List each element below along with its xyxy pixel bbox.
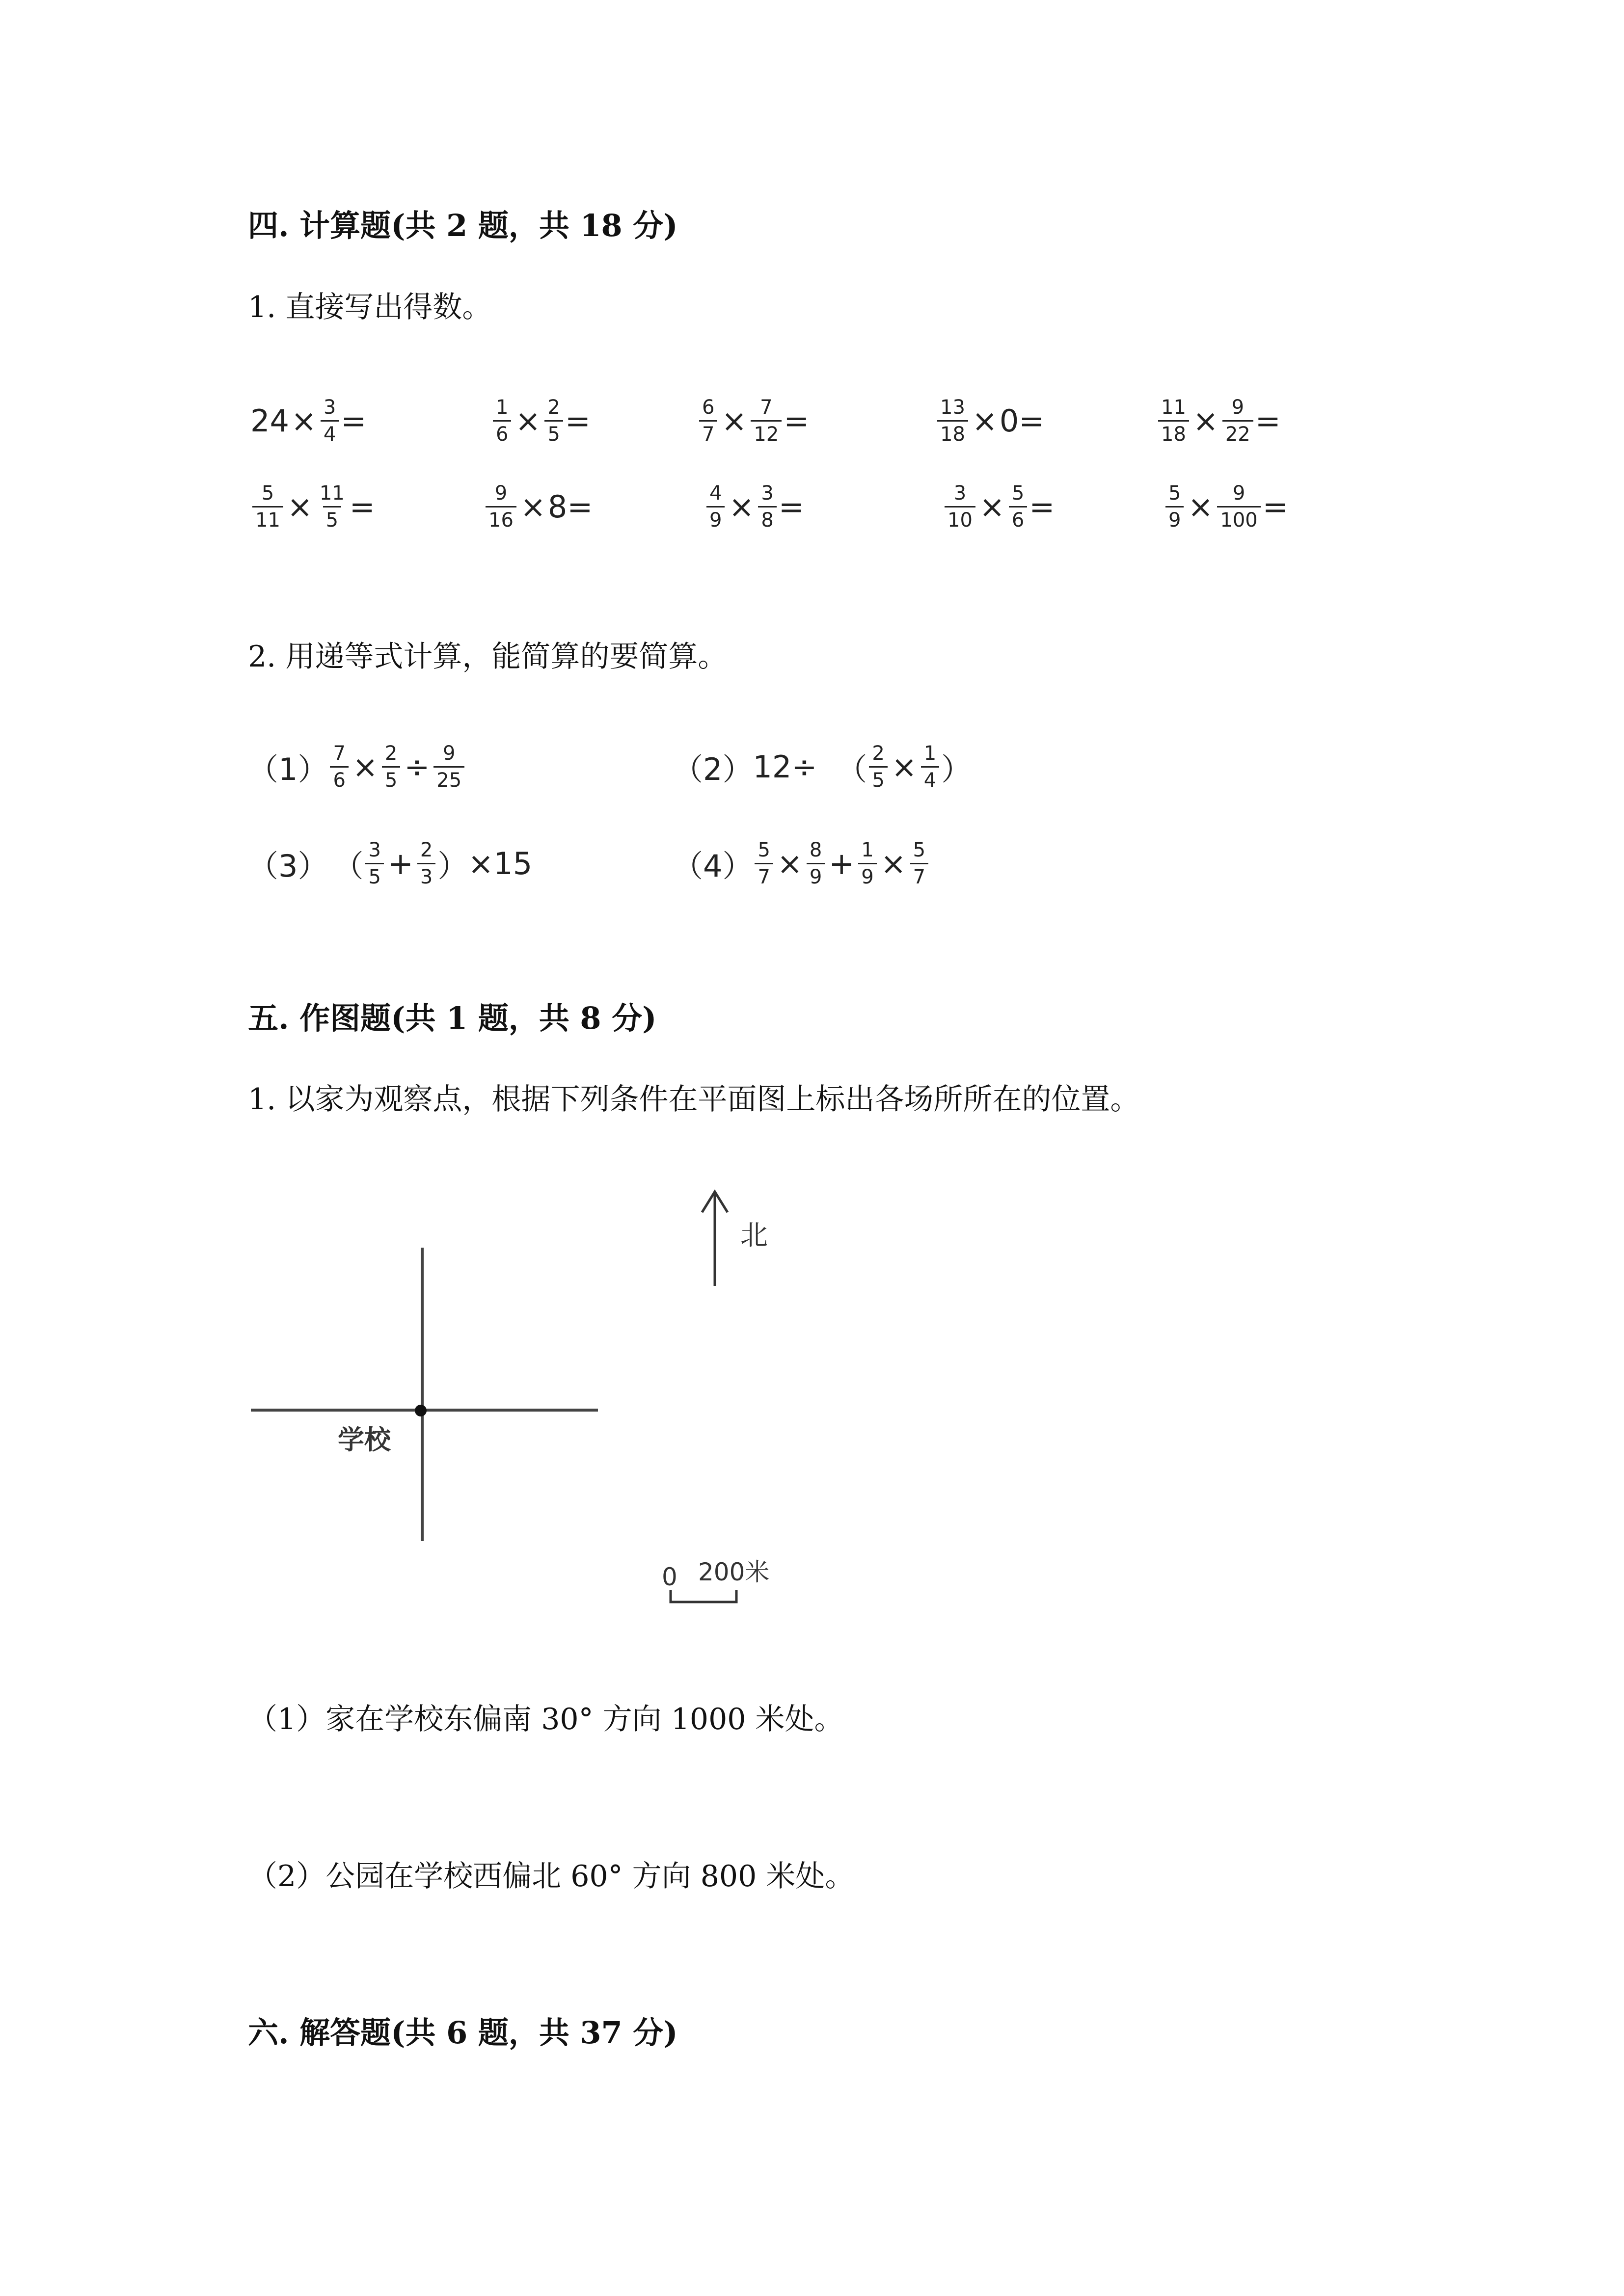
- operand: 12÷: [753, 749, 817, 785]
- denominator: 7: [699, 420, 717, 444]
- denominator: 9: [807, 863, 825, 887]
- denominator: 6: [330, 766, 348, 790]
- section-6-title: 六. 解答题(共 6 题，共 37 分): [248, 2015, 678, 2051]
- denominator: 9: [1165, 506, 1184, 530]
- operator: ×: [721, 403, 747, 439]
- operator: ×: [979, 489, 1005, 525]
- numerator: 6: [702, 396, 715, 419]
- item-label: （4）: [673, 848, 753, 884]
- numerator: 1: [496, 396, 509, 419]
- numerator: 3: [368, 839, 381, 861]
- operator: ×: [1192, 403, 1218, 439]
- denominator: 9: [858, 863, 876, 887]
- scale-label: 200米: [698, 1558, 770, 1586]
- s5-sub-1: （1）家在学校东偏南 30° 方向 1000 米处。: [248, 1702, 844, 1736]
- denominator: 3: [417, 863, 435, 887]
- denominator: 5: [382, 766, 400, 790]
- item-label: （1）: [248, 751, 328, 787]
- equals: =: [784, 403, 810, 439]
- numerator: 3: [761, 482, 774, 505]
- equals: =: [1029, 489, 1055, 525]
- numerator: 11: [319, 482, 345, 505]
- denominator: 8: [758, 506, 776, 530]
- numerator: 7: [760, 396, 773, 419]
- operator: ×: [1188, 489, 1214, 525]
- operator: ×: [891, 749, 917, 785]
- numerator: 11: [1161, 396, 1186, 419]
- operator: ×: [291, 403, 317, 439]
- numerator: 3: [953, 482, 967, 505]
- denominator: 18: [937, 420, 968, 444]
- numerator: 13: [940, 396, 965, 419]
- numerator: 9: [494, 482, 508, 505]
- operand: 0: [999, 403, 1019, 439]
- denominator: 9: [706, 506, 725, 530]
- numerator: 1: [923, 742, 937, 765]
- right-paren: ）: [941, 751, 972, 787]
- numerator: 1: [861, 839, 874, 861]
- s5-q1-prompt: 1. 以家为观察点，根据下列条件在平面图上标出各场所所在的位置。: [248, 1082, 1140, 1117]
- denominator: 4: [921, 766, 939, 790]
- scale-bar: [671, 1590, 736, 1602]
- item-label: （2）: [673, 751, 753, 787]
- scale-zero: 0: [662, 1563, 677, 1591]
- item-label: （3）: [248, 848, 328, 884]
- q1-prompt: 1. 直接写出得数。: [248, 290, 492, 324]
- q2-prompt: 2. 用递等式计算，能简算的要简算。: [248, 640, 728, 674]
- operator: ×: [777, 846, 803, 881]
- operand: ×15: [468, 846, 533, 881]
- operator: ×: [515, 403, 541, 439]
- operator: +: [387, 846, 413, 881]
- s5-sub-2: （2）公园在学校西偏北 60° 方向 800 米处。: [248, 1859, 855, 1894]
- denominator: 7: [910, 863, 928, 887]
- denominator: 7: [755, 863, 773, 887]
- denominator: 100: [1217, 506, 1260, 530]
- denominator: 5: [869, 766, 887, 790]
- equals: =: [1255, 403, 1281, 439]
- numerator: 7: [333, 742, 346, 765]
- operator: ×: [972, 403, 998, 439]
- denominator: 10: [945, 506, 975, 530]
- numerator: 4: [709, 482, 722, 505]
- denominator: 4: [321, 420, 339, 444]
- numerator: 5: [1011, 482, 1025, 505]
- denominator: 5: [544, 420, 563, 444]
- north-label: 北: [740, 1220, 768, 1252]
- denominator: 6: [1009, 506, 1027, 530]
- section-5-title: 五. 作图题(共 1 题，共 8 分): [248, 1000, 657, 1036]
- numerator: 3: [323, 396, 336, 419]
- numerator: 2: [384, 742, 398, 765]
- school-label: 学校: [338, 1424, 391, 1455]
- numerator: 9: [442, 742, 456, 765]
- denominator: 25: [433, 766, 464, 790]
- left-paren: （: [837, 751, 867, 787]
- equals: =: [565, 403, 591, 439]
- right-paren: ）: [437, 848, 468, 884]
- numerator: 5: [758, 839, 770, 861]
- numerator: 8: [809, 839, 822, 861]
- numerator: 9: [1232, 482, 1245, 505]
- school-point: [415, 1405, 427, 1416]
- numerator: 2: [547, 396, 560, 419]
- operand: 24: [250, 403, 289, 439]
- equals: =: [349, 489, 375, 525]
- denominator: 12: [751, 420, 782, 444]
- denominator: 22: [1222, 420, 1253, 444]
- equals: =: [778, 489, 804, 525]
- equals: =: [567, 489, 593, 525]
- equals: =: [1262, 489, 1288, 525]
- numerator: 5: [1168, 482, 1181, 505]
- operator: ×: [287, 489, 313, 525]
- numerator: 5: [913, 839, 926, 861]
- operator: ×: [352, 749, 378, 785]
- operator: ÷: [404, 749, 430, 785]
- left-paren: （: [333, 848, 364, 884]
- operator: ×: [880, 846, 906, 881]
- denominator: 5: [365, 863, 383, 887]
- operator: ×: [520, 489, 546, 525]
- denominator: 18: [1158, 420, 1189, 444]
- numerator: 9: [1231, 396, 1245, 419]
- section-4-title: 四. 计算题(共 2 题，共 18 分): [248, 208, 678, 243]
- denominator: 5: [323, 506, 341, 530]
- denominator: 11: [252, 506, 283, 530]
- numerator: 2: [420, 839, 433, 861]
- denominator: 6: [493, 420, 511, 444]
- operator: +: [829, 846, 855, 881]
- operand: 8: [547, 489, 568, 525]
- numerator: 5: [261, 482, 274, 505]
- numerator: 2: [872, 742, 885, 765]
- denominator: 16: [486, 506, 516, 530]
- operator: ×: [729, 489, 755, 525]
- equals: =: [341, 403, 367, 439]
- equals: =: [1019, 403, 1045, 439]
